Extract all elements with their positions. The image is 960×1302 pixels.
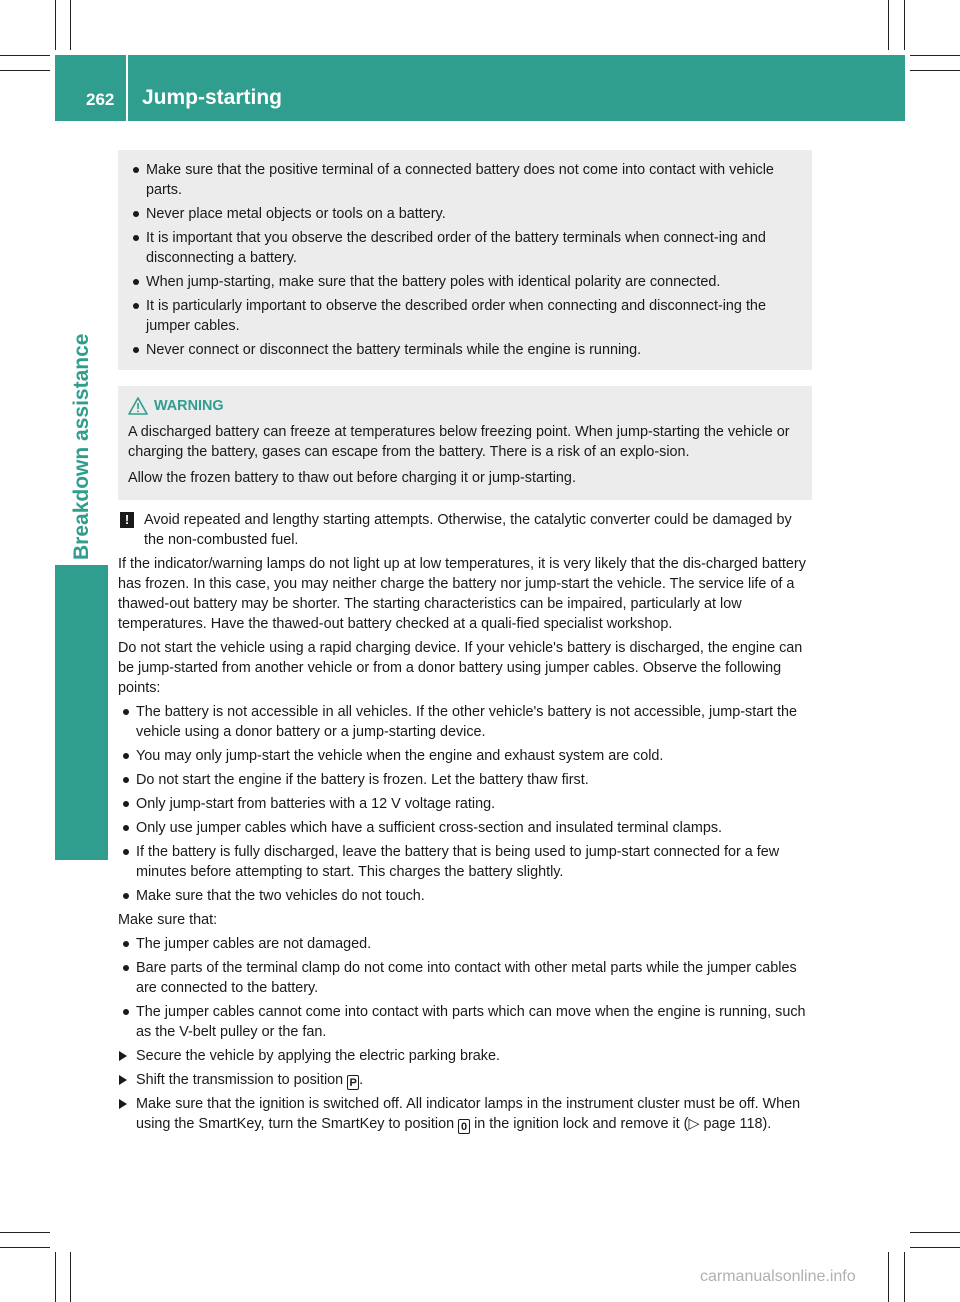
step-text: Make sure that the ignition is switched off. All indicator lamps in the instrument cluster must be off. When using the SmartKey, turn the SmartKey to position [136,1096,801,1132]
warning-box [118,386,812,500]
caution-box [118,150,812,370]
crop-mark [888,1252,889,1302]
list-item: Do not start the engine if the battery is frozen. Let the battery thaw first. [118,770,812,790]
crop-mark [904,0,905,50]
crop-mark [55,1252,56,1302]
list-item: Only use jumper cables which have a sufficient cross-section and insulated terminal clamps. [118,818,812,838]
crop-mark [888,0,889,50]
notice-text: Avoid repeated and lengthy starting attempts. Otherwise, the catalytic converter could be damaged by the non-combusted fuel. [144,512,792,548]
page-title: Jump-starting [142,86,283,109]
crop-mark [910,1247,960,1248]
list-item: The battery is not accessible in all vehicles. If the other vehicle's battery is not accessible, jump-start the vehicle using a donor battery or a jump-starting device. [118,702,812,742]
list-item: If the battery is fully discharged, leave the battery that is being used to jump-start connected for a few minutes before attempting to start. This charges the battery slightly. [118,842,812,882]
crop-mark [0,55,50,56]
header-divider [126,55,128,121]
notice-icon: ! [120,512,134,528]
list-item: When jump-starting, make sure that the battery poles with identical polarity are connected. [128,272,812,292]
step-arrow-icon [119,1075,127,1085]
crop-mark [70,0,71,50]
step [118,1070,812,1090]
list-item: Never place metal objects or tools on a battery. [128,204,812,224]
list-item: The jumper cables cannot come into contact with parts which can move when the engine is running, such as the V-belt pulley or the fan. [118,1002,812,1042]
crop-mark [0,1232,50,1233]
step [118,1046,812,1066]
warning-title: WARNING [154,398,224,414]
step-arrow-icon [119,1051,127,1061]
page-reference-arrow-icon: ▷ [688,1116,700,1132]
step-arrow-icon [119,1099,127,1109]
warning-text: Allow the frozen battery to thaw out before charging it or jump-starting. [128,470,576,486]
side-tab-label: Breakdown assistance [70,333,93,560]
crop-mark [910,1232,960,1233]
side-tab [55,565,108,860]
warning-triangle-icon [128,397,148,415]
step [118,1094,812,1134]
watermark: carmanualsonline.info [700,1268,856,1285]
warning-header [128,396,798,416]
list-item: Bare parts of the terminal clamp do not come into contact with other metal parts while the jumper cables are connected to the battery. [118,958,812,998]
main-content [118,150,812,1138]
paragraph: Do not start the vehicle using a rapid charging device. If your vehicle's battery is discharged, the engine can be jump-started from another vehicle or from a donor battery using jumper cables. Observe the following points: [118,640,803,696]
list-item: Only jump-start from batteries with a 12 V voltage rating. [118,794,812,814]
crop-mark [0,70,50,71]
step-text: Secure the vehicle by applying the electric parking brake. [136,1048,500,1064]
list-item: It is particularly important to observe the described order when connecting and disconnect-ing the jumper cables. [128,296,812,336]
crop-mark [904,1252,905,1302]
crop-mark [0,1247,50,1248]
key-position-0-icon: 0 [458,1119,470,1134]
list-item: Make sure that the positive terminal of a connected battery does not come into contact with vehicle parts. [128,160,812,200]
page-number: 262 [86,90,115,109]
crop-mark [70,1252,71,1302]
crop-mark [910,55,960,56]
page-reference[interactable]: page 118). [699,1116,772,1132]
paragraph: If the indicator/warning lamps do not light up at low temperatures, it is very likely that the dis-charged battery has frozen. In this case, you may neither charge the battery nor jump-start the vehicle. The service life of a thawed-out battery may be shorter. The starting characteristics can be impaired, particularly at low temperatures. Have the thawed-out battery checked at a quali-fied specialist workshop. [118,556,806,632]
park-position-icon: P [347,1075,359,1090]
list-item: It is important that you observe the described order of the battery terminals when connect-ing and disconnecting a battery. [128,228,812,268]
step-text: . [359,1072,364,1088]
step-text: Shift the transmission to position [136,1072,348,1088]
warning-text: A discharged battery can freeze at temperatures below freezing point. When jump-starting the vehicle or charging the battery, gases can escape from the battery. There is a risk of an explo-sion. [128,424,790,460]
list-item: Make sure that the two vehicles do not touch. [118,886,812,906]
list-item: You may only jump-start the vehicle when the engine and exhaust system are cold. [118,746,812,766]
crop-mark [55,0,56,50]
notice [118,510,812,550]
paragraph: Make sure that: [118,912,218,928]
list-item: Never connect or disconnect the battery terminals while the engine is running. [128,340,812,360]
list-item: The jumper cables are not damaged. [118,934,812,954]
step-text: in the ignition lock and remove it ( [470,1116,689,1132]
crop-mark [910,70,960,71]
